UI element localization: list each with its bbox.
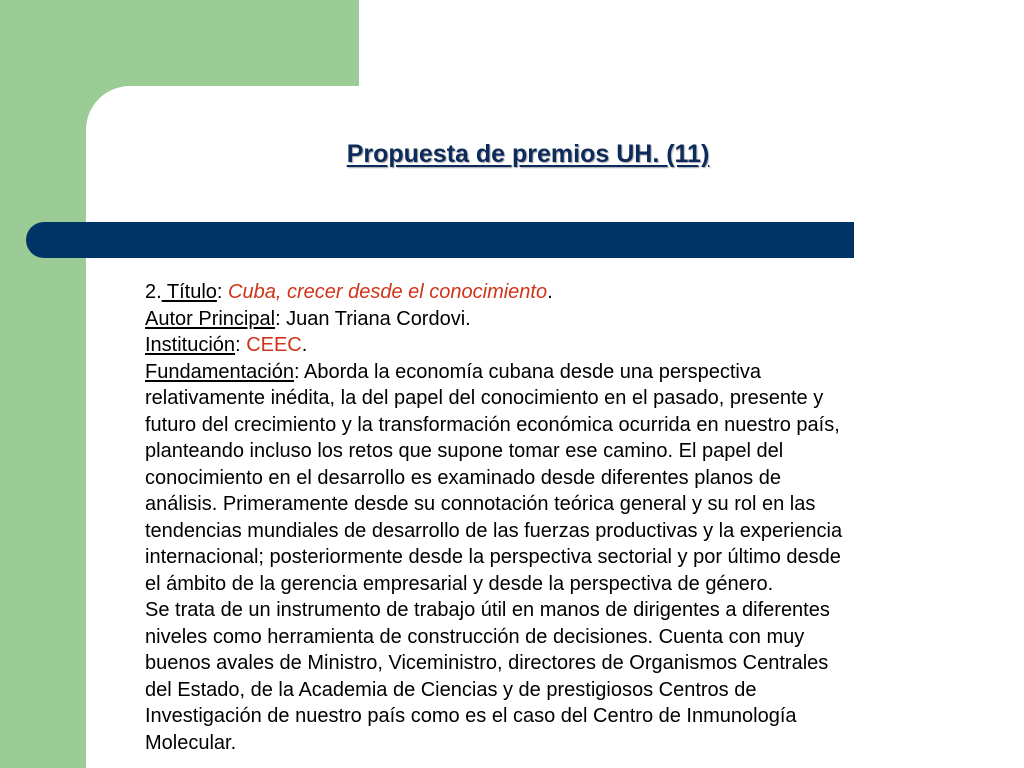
body-line: tendencias mundiales de desarrollo de las fuerzas productivas y la experiencia — [145, 519, 843, 542]
body-line: planteando incluso los retos que supone tomar ese camino. El papel del — [145, 440, 784, 462]
body-line: conocimiento en el desarrollo es examinado desde diferentes planos de — [145, 466, 781, 489]
autor-value: : Juan Triana Cordovi. — [275, 307, 471, 330]
body-line: niveles como herramienta de construcción de decisiones. Cuenta con muy — [145, 625, 805, 648]
body-line: relativamente inédita, la del papel del conocimiento en el pasado, presente y — [145, 387, 824, 409]
titulo-line: 2. Título: Cuba, crecer desde el conocimiento. — [145, 281, 553, 303]
body-line: análisis. Primeramente desde su connotación teórica general y su rol en las — [145, 493, 816, 515]
body-line: Se trata de un instrumento de trabajo útil en manos de dirigentes a diferentes — [145, 599, 830, 621]
fundamentacion-line — [145, 359, 955, 386]
fundamentacion-text: : Aborda la economía cubana desde una perspectiva — [293, 360, 761, 383]
entry-body — [145, 279, 955, 756]
autor-line — [145, 306, 955, 333]
body-line: Investigación de nuestro país como es el caso del Centro de Inmunología — [145, 705, 797, 727]
body-line: buenos avales de Ministro, Viceministro, directores de Organismos Centrales — [145, 652, 829, 674]
fundamentacion-label: Fundamentación — [145, 360, 294, 383]
institucion-line: Institución: CEEC. — [145, 334, 308, 356]
autor-label: Autor Principal — [145, 307, 276, 330]
slide-title: Propuesta de premios UH. (11) — [346, 140, 710, 168]
body-line: del Estado, de la Academia de Ciencias y de prestigiosos Centros de — [145, 678, 757, 701]
body-line: internacional; posteriormente desde la perspectiva sectorial y por último desde — [145, 546, 841, 568]
institucion-value: CEEC — [246, 334, 302, 356]
body-line: el ámbito de la gerencia empresarial y desde la perspectiva de género. — [145, 572, 774, 595]
body-line: futuro del crecimiento y la transformación económica ocurrida en nuestro país, — [145, 413, 840, 436]
titulo-value: Cuba, crecer desde el conocimiento — [228, 281, 548, 303]
entry-number: 2. — [145, 281, 162, 303]
title-divider-bar — [26, 222, 854, 258]
titulo-label: Título — [161, 281, 217, 303]
body-line: Molecular. — [145, 731, 237, 754]
institucion-label: Institución — [145, 334, 236, 356]
